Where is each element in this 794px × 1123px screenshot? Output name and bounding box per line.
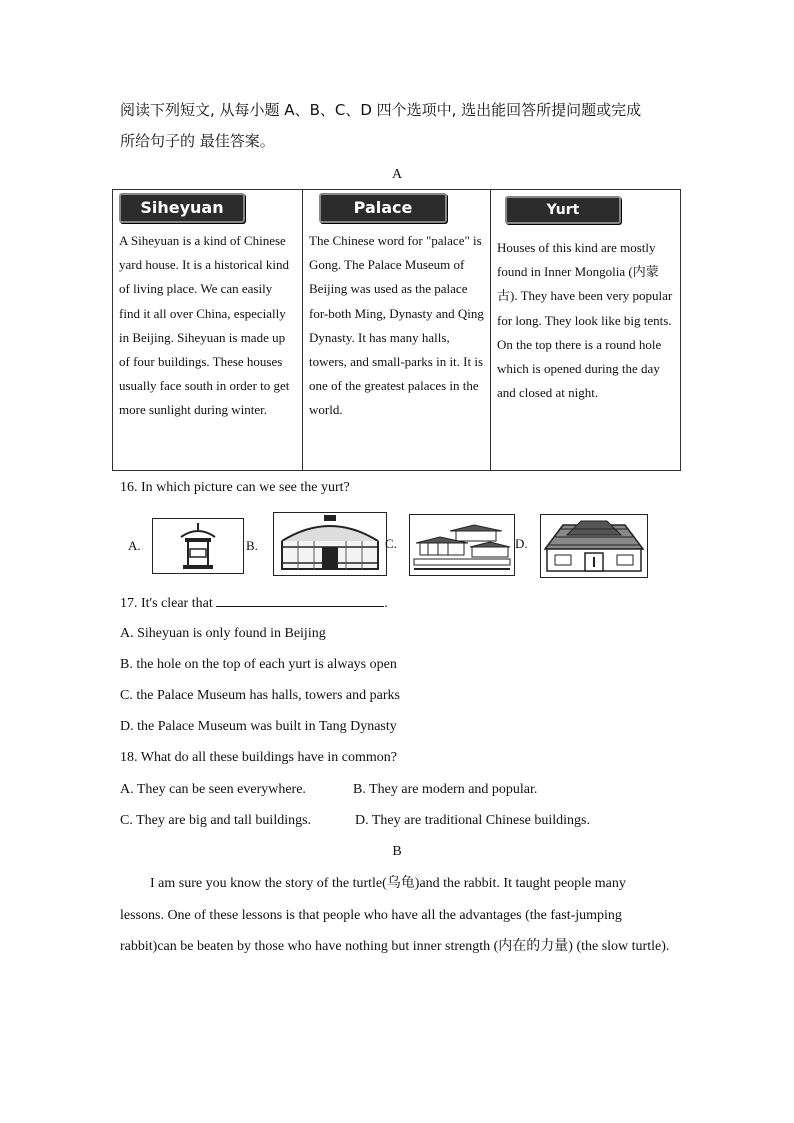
section-b-heading: B	[392, 844, 402, 859]
q17-option-c: C. the Palace Museum has halls, towers and parks	[120, 688, 400, 703]
q17-option-b: B. the hole on the top of each yurt is always open	[120, 657, 397, 672]
option-c-label: C.	[385, 536, 397, 551]
option-d-label: D.	[515, 536, 528, 551]
card-siheyuan-text: A Siheyuan is a kind of Chinese yard house. It is a historical kind of living place. We can easily find it all over China, especially in Beijing. Siheyuan is made up of four buildings. These houses usually face south in order to get more sunlight during winter.	[119, 233, 290, 418]
card-palace	[303, 190, 491, 471]
card-yurt-text: Houses of this kind are mostly found in Inner Mongolia (内蒙古). They have been very popular for long. They look like big tents. On the top there is a round hole which is opened during the day and closed at night.	[497, 240, 673, 401]
tag-siheyuan: Siheyuan	[119, 193, 245, 223]
question-17-blank	[216, 594, 384, 607]
tag-palace: Palace	[319, 193, 447, 223]
q16-pictures	[128, 512, 658, 578]
buildings-table	[112, 189, 681, 471]
q18-option-a: A. They can be seen everywhere.	[120, 782, 306, 797]
card-yurt	[491, 190, 681, 471]
question-17-prefix: 17. It's clear that	[120, 596, 213, 611]
card-siheyuan	[113, 190, 303, 471]
instructions-line-2: 所给句子的 最佳答案。	[120, 132, 275, 150]
tag-yurt: Yurt	[505, 196, 621, 224]
question-17-suffix: .	[384, 596, 388, 611]
question-16: 16. In which picture can we see the yurt?	[120, 480, 350, 495]
q18-option-b: B. They are modern and popular.	[353, 782, 538, 797]
question-17	[120, 594, 388, 612]
instructions	[120, 95, 680, 157]
palace-picture	[409, 514, 515, 576]
passage-b: I am sure you know the story of the turtle(乌龟)and the rabbit. It taught people many lessons. One of these lessons is that people who have all the advantages (the fast-jumping rabbit)can be beaten by those who have nothing but inner strength (内在的力量) (the slow turtle).	[120, 876, 670, 954]
siheyuan-picture	[540, 514, 648, 578]
yurt-picture	[273, 512, 387, 576]
pavilion-picture	[152, 518, 244, 574]
q18-option-c: C. They are big and tall buildings.	[120, 813, 312, 828]
instructions-line-1: 阅读下列短文, 从每小题 A、B、C、D 四个选项中, 选出能回答所提问题或完成	[120, 101, 642, 119]
q17-option-a: A. Siheyuan is only found in Beijing	[120, 626, 326, 641]
option-b-label: B.	[246, 538, 258, 553]
section-a-heading: A	[391, 167, 403, 182]
q18-option-d: D. They are traditional Chinese buildings.	[355, 813, 590, 828]
question-18: 18. What do all these buildings have in common?	[120, 750, 397, 765]
q17-option-d: D. the Palace Museum was built in Tang Dynasty	[120, 719, 397, 734]
card-palace-text: The Chinese word for "palace" is Gong. The Palace Museum of Beijing was used as the palace for-both Ming, Dynasty and Qing Dynasty. It has many halls, towers, and small-parks in it. It is one of the greatest palaces in the world.	[309, 233, 484, 418]
option-a-label: A.	[128, 538, 141, 553]
